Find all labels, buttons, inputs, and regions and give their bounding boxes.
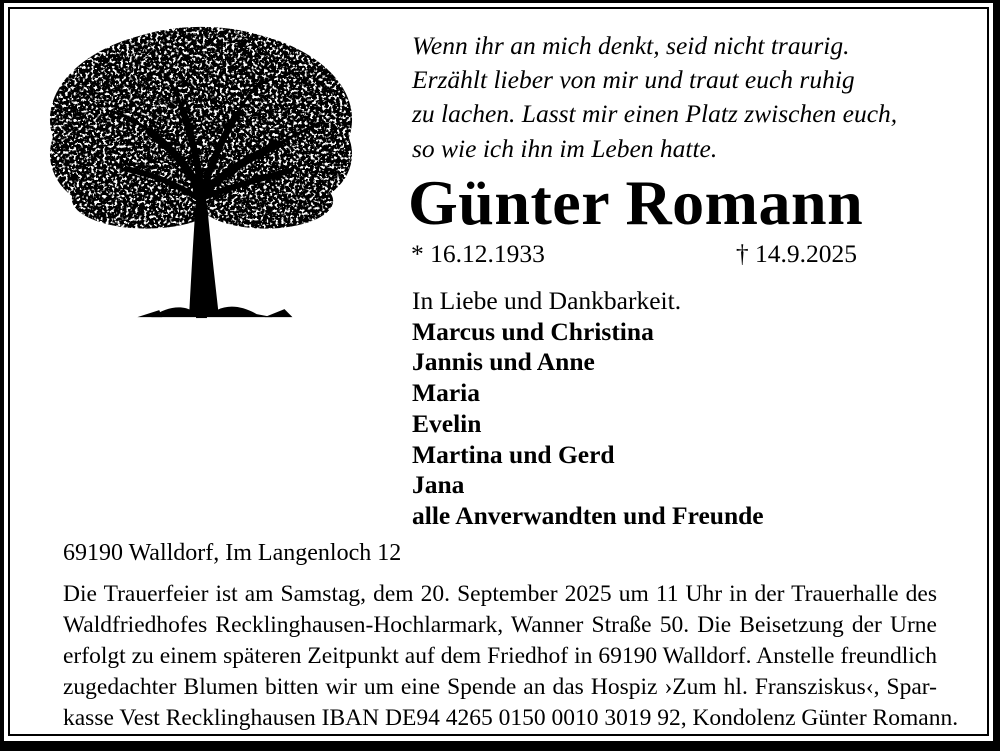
death-date: † 14.9.2025 — [735, 239, 857, 268]
mourners-list — [412, 286, 764, 532]
mourner-name: Maria — [412, 378, 480, 408]
life-dates — [411, 239, 857, 270]
mourner-name: Marcus und Christina — [412, 316, 654, 346]
funeral-details-line: Waldfriedhofes Recklinghausen-Hochlarmark, Wanner Straße 50. Die Beisetzung der Urne — [63, 612, 937, 639]
tree-silhouette-icon — [42, 16, 360, 322]
funeral-details-line: Die Trauerfeier ist am Samstag, dem 20. September 2025 um 11 Uhr in der Trauerhalle des — [63, 581, 937, 607]
mourner-name: Jana — [412, 470, 465, 500]
condolence-intro: In Liebe und Dankbarkeit. — [412, 286, 682, 315]
quote-line: so wie ich ihn im Leben hatte. — [412, 133, 718, 163]
quote-line: zu lachen. Lasst mir einen Platz zwischen euch, — [412, 99, 898, 129]
birth-date: * 16.12.1933 — [411, 239, 545, 268]
quote-line: Erzählt lieber von mir und traut euch ruhig — [412, 65, 855, 95]
quote-line: Wenn ihr an mich denkt, seid nicht traurig. — [412, 31, 850, 60]
mourner-name: alle Anverwandten und Freunde — [412, 500, 764, 530]
funeral-details-line: zugedachter Blumen bitten wir um eine Spende an das Hospiz ›Zum hl. Fransziskus‹, Spar- — [63, 674, 937, 701]
deceased-name: Günter Romann — [408, 167, 864, 238]
mourner-name: Jannis und Anne — [412, 347, 595, 377]
mourner-name: Evelin — [412, 408, 482, 438]
home-address: 69190 Walldorf, Im Langenloch 12 — [63, 540, 402, 566]
memorial-quote — [412, 29, 897, 166]
mourner-name: Martina und Gerd — [412, 439, 615, 469]
funeral-details-line: kasse Vest Recklinghausen IBAN DE94 4265 0150 0010 3019 92, Kondolenz Günter Romann. — [63, 705, 959, 732]
funeral-details — [63, 579, 959, 734]
funeral-details-line: erfolgt zu einem späteren Zeitpunkt auf dem Friedhof in 69190 Walldorf. Anstelle freundlich — [63, 643, 937, 670]
